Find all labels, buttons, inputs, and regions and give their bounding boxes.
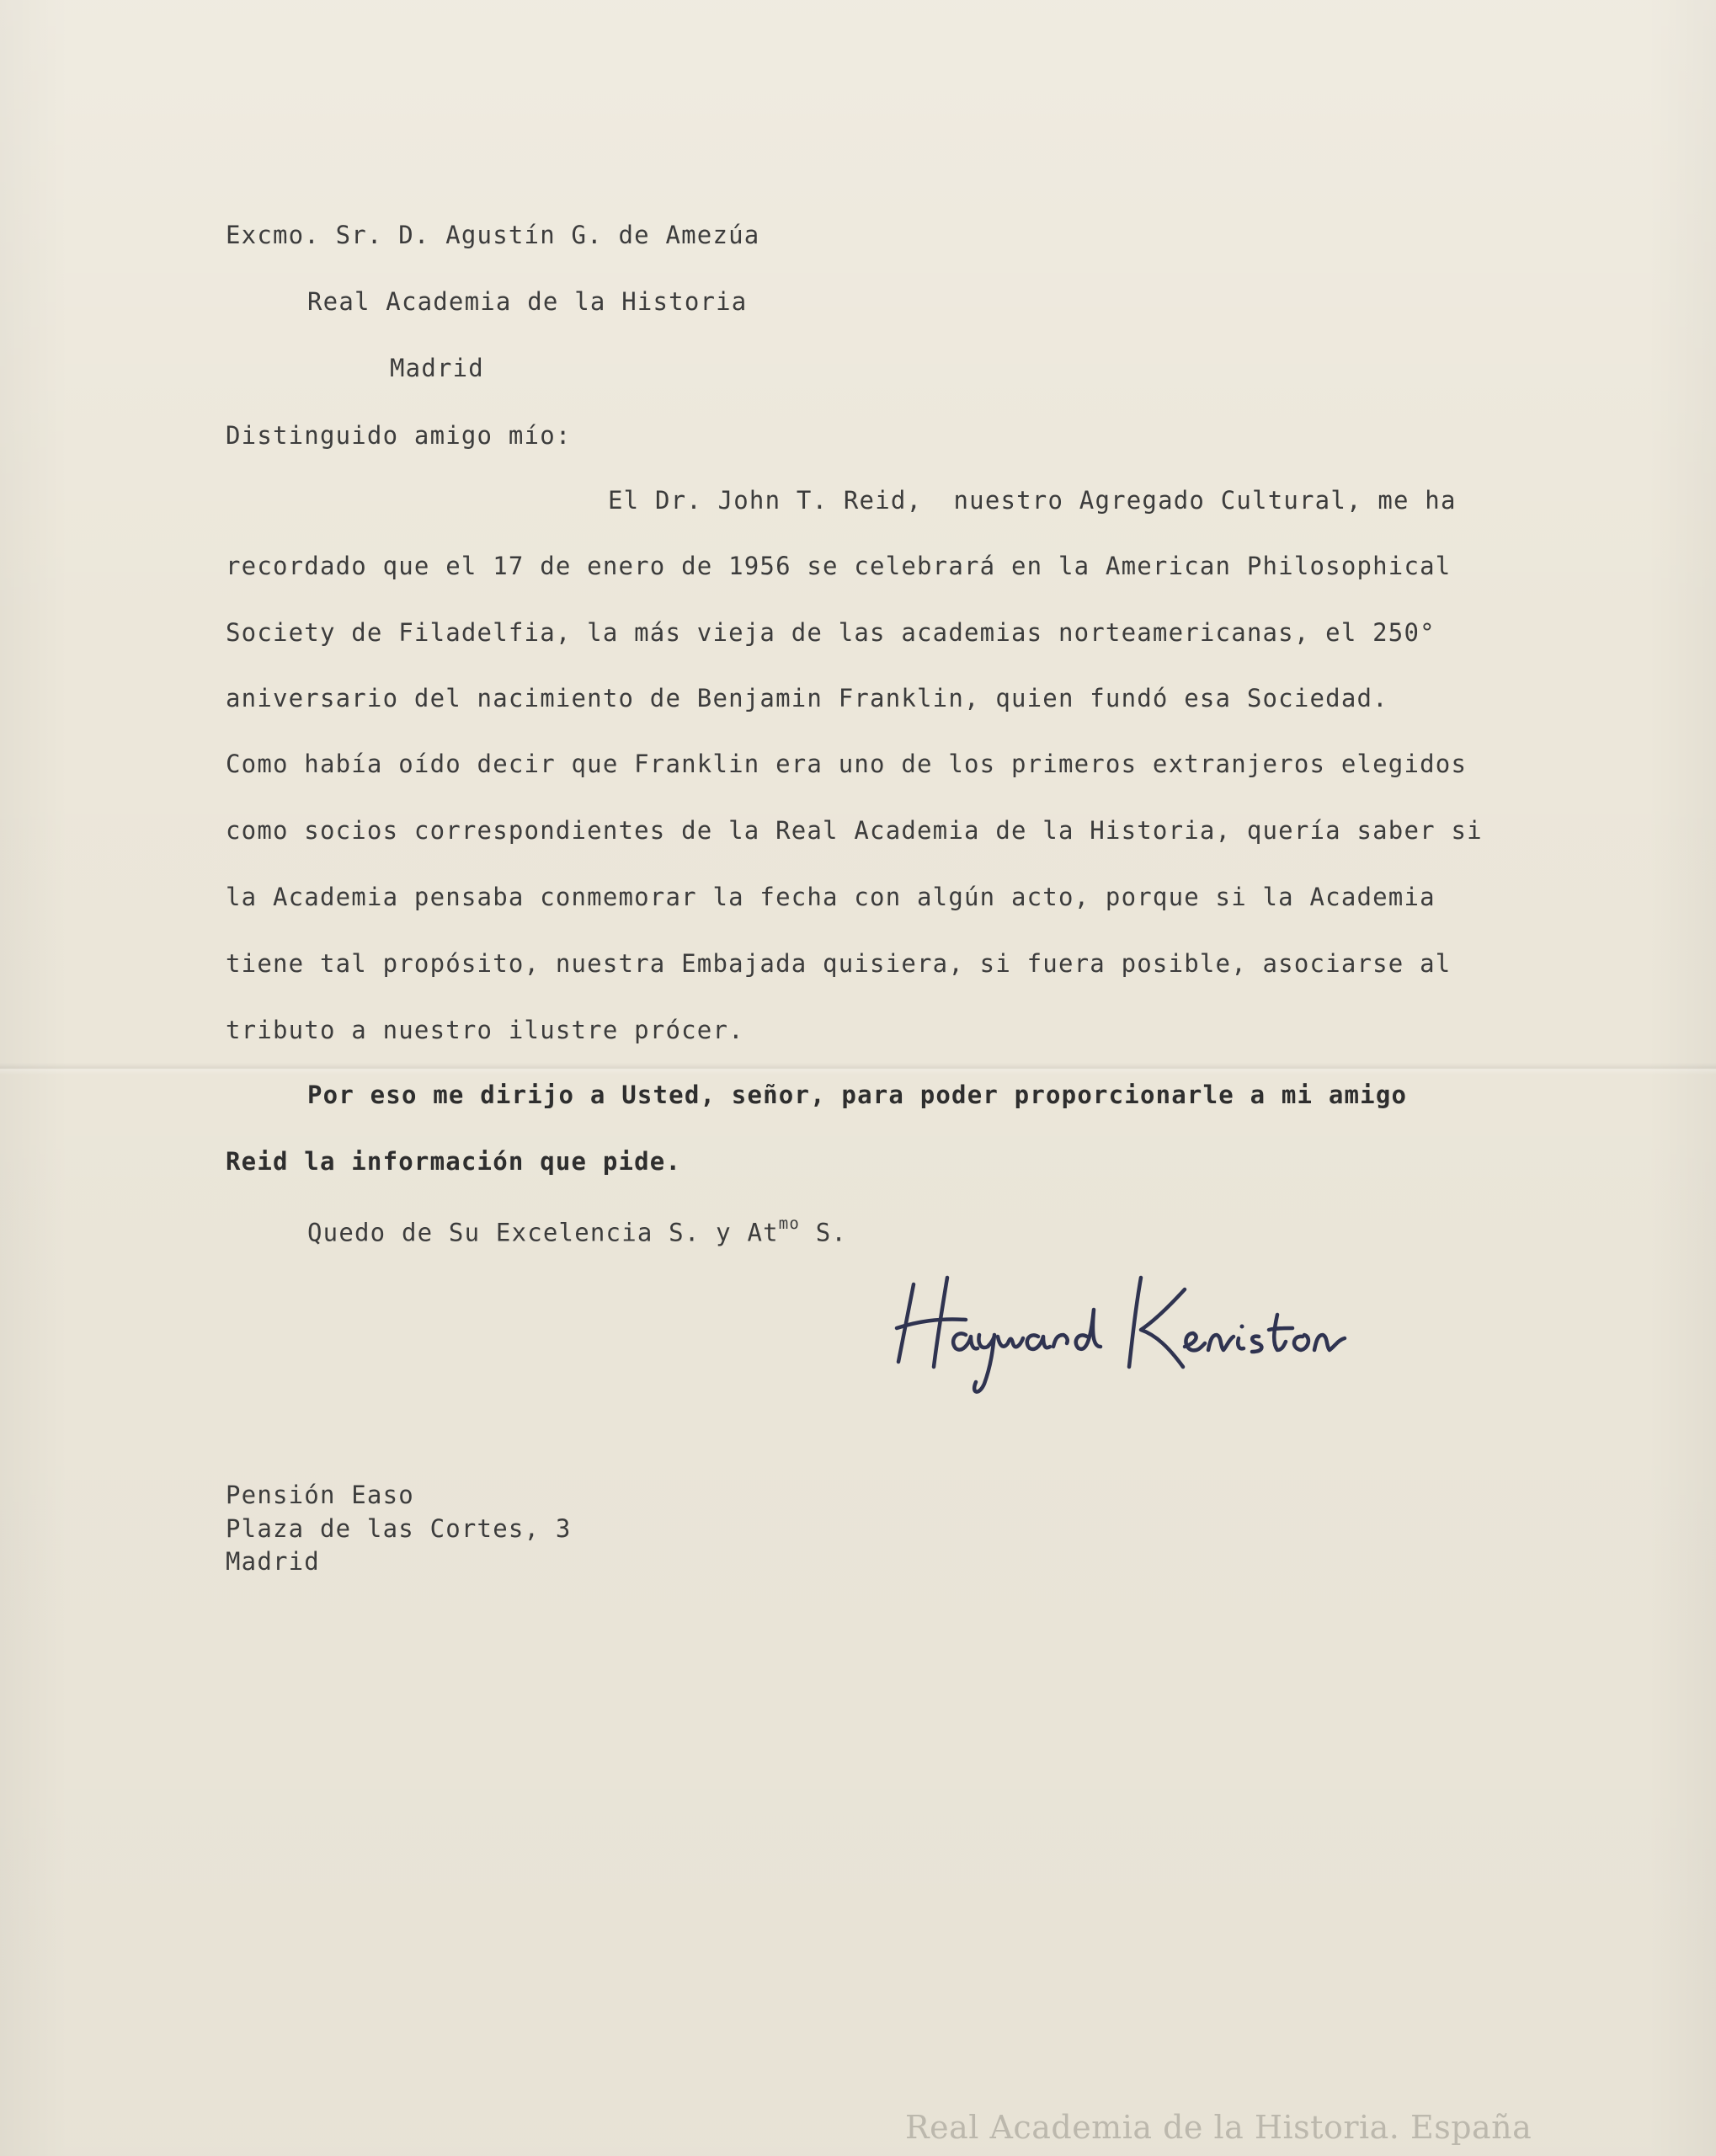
body-line: Por eso me dirijo a Usted, señor, para poder proporcionarle a mi amigo bbox=[307, 1081, 1408, 1109]
body-line: Society de Filadelfia, la más vieja de las academias norteamericanas, el 250° bbox=[226, 618, 1436, 647]
body-line: aniversario del nacimiento de Benjamin Franklin, quien fundó esa Sociedad. bbox=[226, 684, 1388, 712]
body-line: como socios correspondientes de la Real Academia de la Historia, quería saber si bbox=[226, 816, 1483, 845]
body-line: recordado que el 17 de enero de 1956 se celebrará en la American Philosophical bbox=[226, 552, 1452, 580]
addressee-institution: Real Academia de la Historia bbox=[307, 287, 748, 316]
body-line: El Dr. John T. Reid, nuestro Agregado Cultural, me ha bbox=[608, 486, 1457, 515]
body-line: Reid la información que pide. bbox=[226, 1147, 682, 1176]
closing-text-end: S. bbox=[800, 1218, 848, 1247]
body-line: tiene tal propósito, nuestra Embajada quisiera, si fuera posible, asociarse al bbox=[226, 949, 1452, 978]
sender-address-line: Plaza de las Cortes, 3 bbox=[226, 1514, 572, 1543]
salutation: Distinguido amigo mío: bbox=[226, 421, 572, 450]
addressee-name: Excmo. Sr. D. Agustín G. de Amezúa bbox=[226, 221, 760, 249]
handwritten-signature bbox=[888, 1259, 1377, 1402]
closing-line bbox=[307, 1213, 847, 1247]
paper-fold-crease bbox=[0, 1063, 1716, 1075]
closing-text: Quedo de Su Excelencia S. y At bbox=[307, 1218, 779, 1247]
body-line: Como había oído decir que Franklin era uno de los primeros extranjeros elegidos bbox=[226, 750, 1468, 778]
body-line: tributo a nuestro ilustre prócer. bbox=[226, 1016, 744, 1044]
sender-address-line: Pensión Easo bbox=[226, 1481, 414, 1509]
addressee-city: Madrid bbox=[390, 354, 484, 382]
closing-superscript: mo bbox=[778, 1214, 801, 1233]
archive-watermark: Real Academia de la Historia. España bbox=[905, 2109, 1532, 2146]
body-line: la Academia pensaba conmemorar la fecha con algún acto, porque si la Academia bbox=[226, 883, 1436, 911]
sender-address-line: Madrid bbox=[226, 1547, 320, 1576]
